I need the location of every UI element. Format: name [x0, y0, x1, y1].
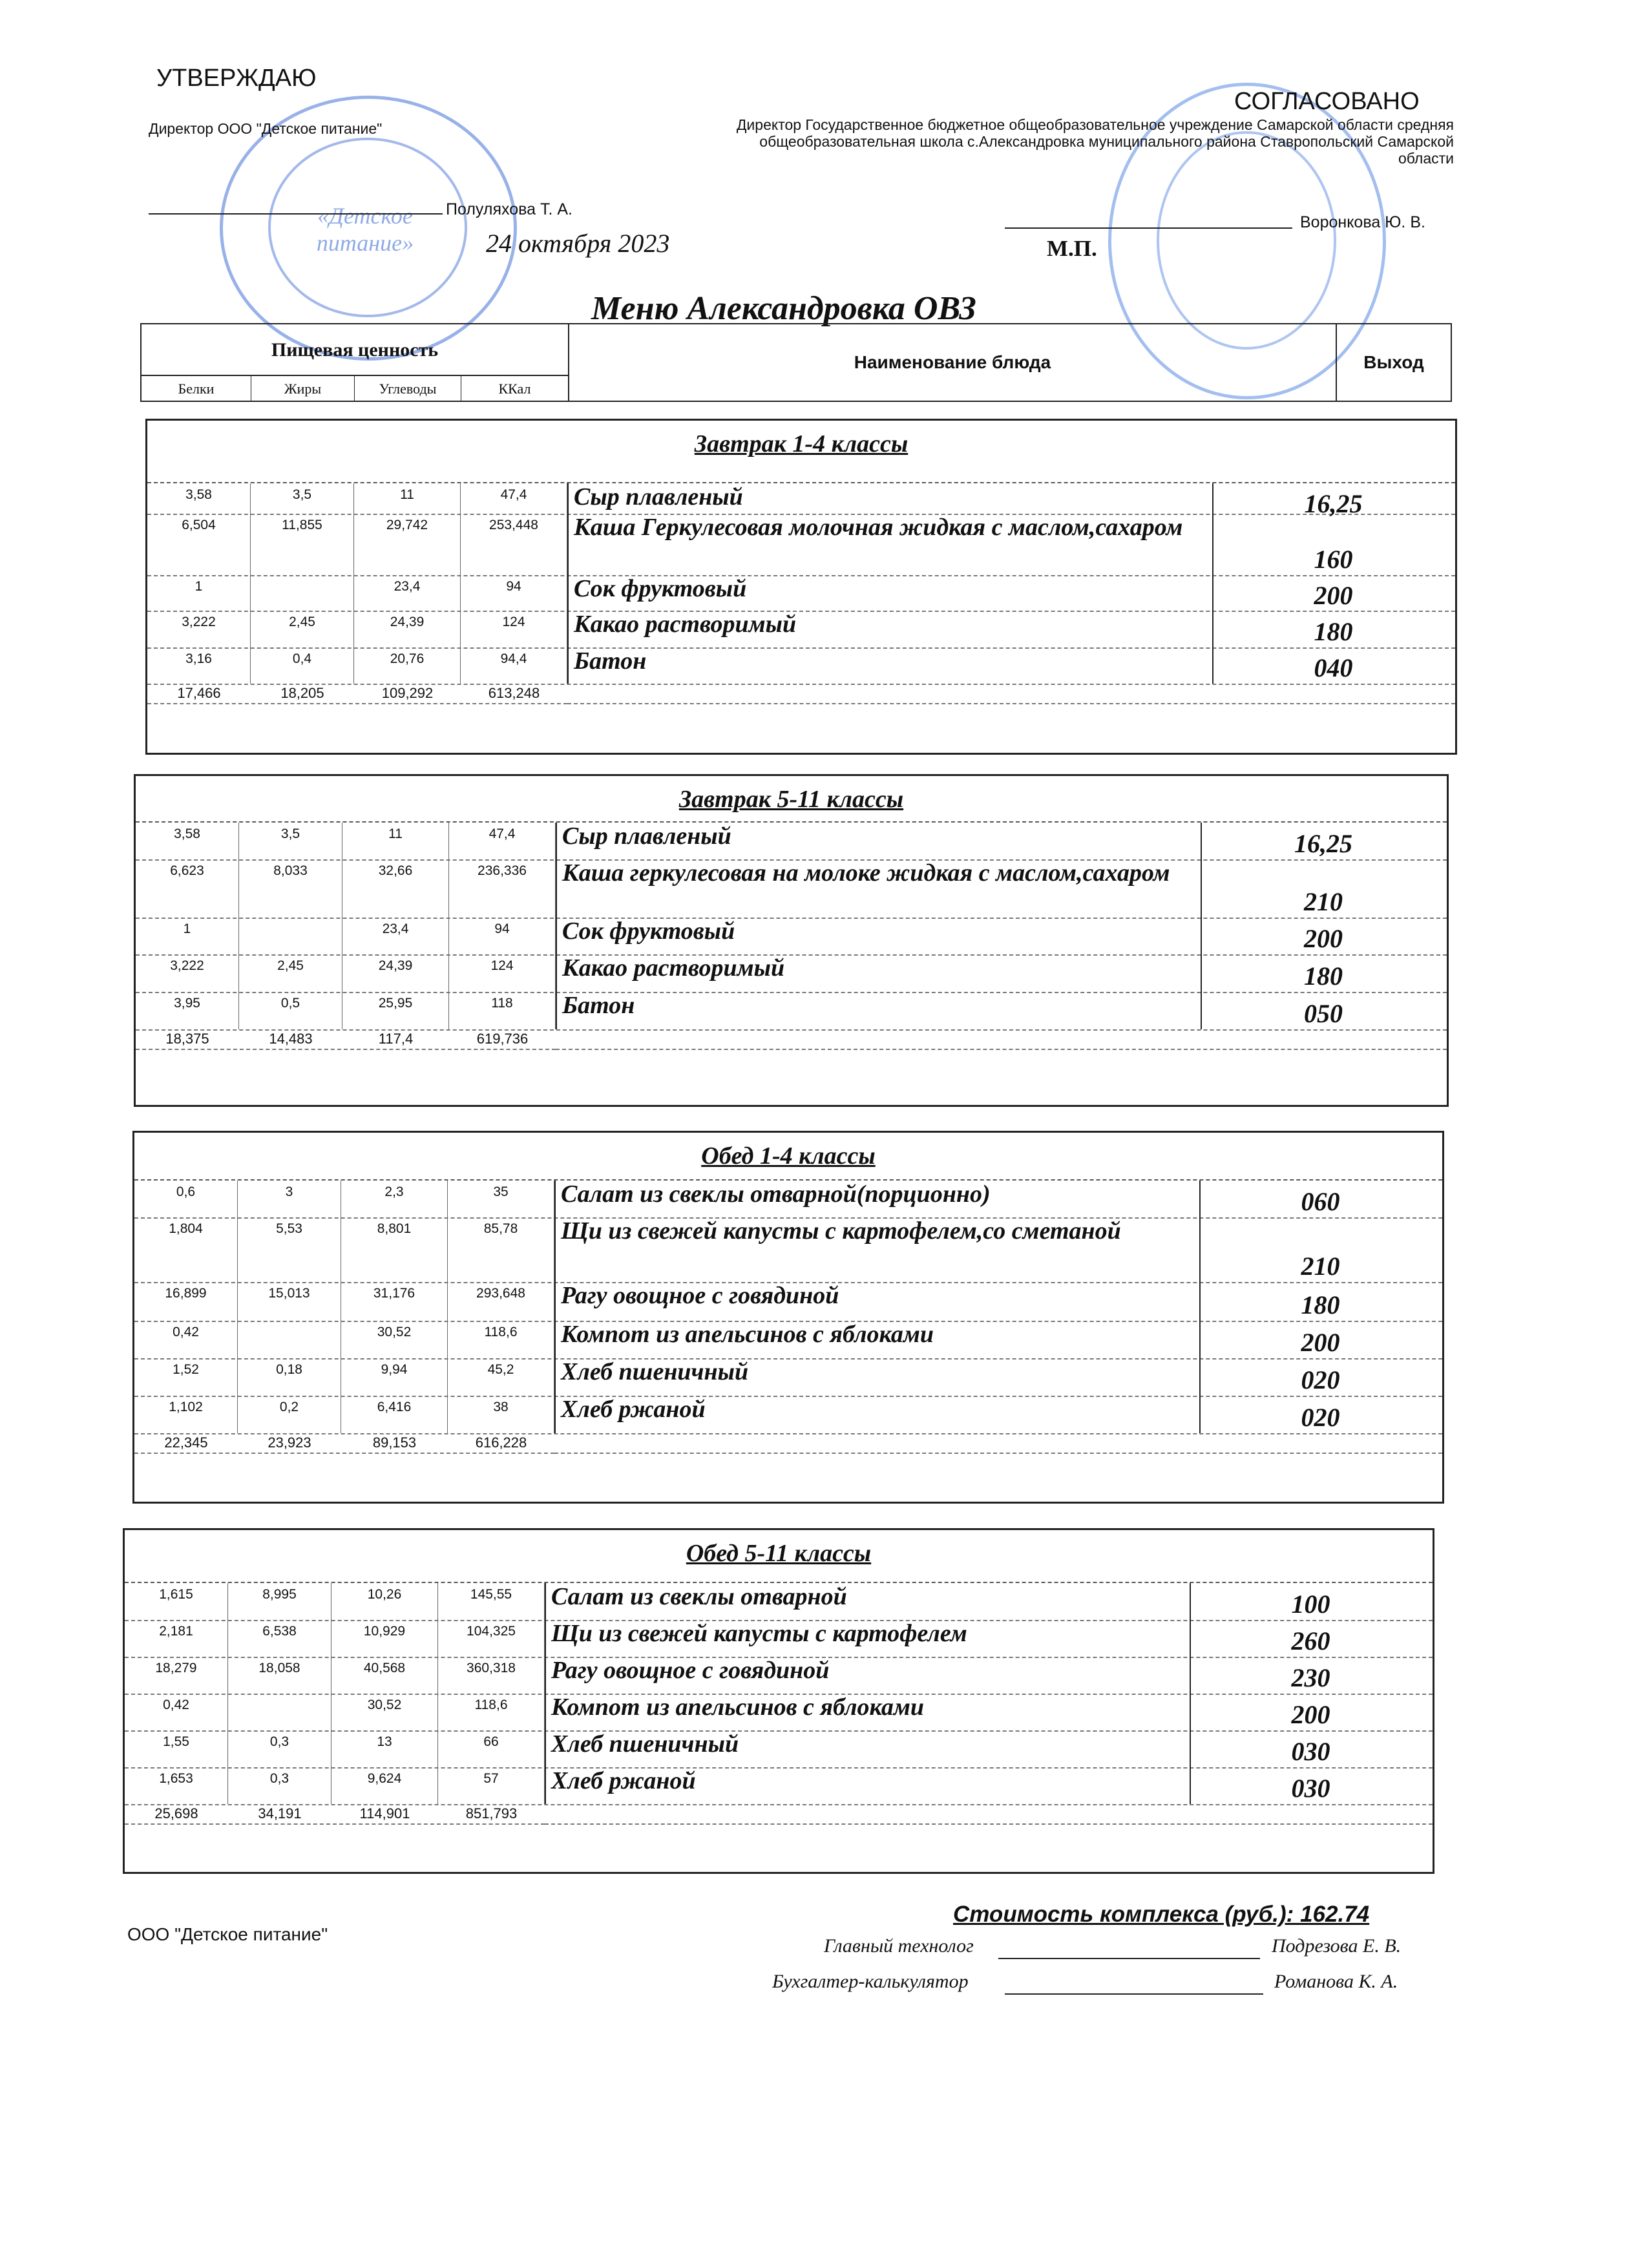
protein-value: 18,279 [125, 1657, 228, 1694]
total-kcal: 851,793 [465, 1805, 518, 1822]
technologist-name: Подрезова Е. В. [1272, 1935, 1402, 1957]
protein-value: 1,102 [134, 1396, 238, 1433]
portion-output: 16,25 [1304, 489, 1363, 518]
protein-value: 3,58 [147, 483, 251, 514]
approve-post: Директор ООО "Детское питание" [149, 120, 383, 137]
col-header-kcal: ККал [461, 376, 569, 402]
carbs-value: 40,568 [331, 1657, 438, 1694]
accountant-label: Бухгалтер-калькулятор [772, 1971, 969, 1992]
carbs-value: 30,52 [331, 1694, 438, 1730]
menu-row [125, 1730, 1433, 1769]
portion-output: 230 [1291, 1663, 1330, 1692]
portion-output: 180 [1304, 961, 1343, 991]
approve-signature-line [149, 213, 443, 215]
section-title: Завтрак 5-11 классы [678, 786, 904, 813]
agreed-signature-line [1005, 227, 1292, 229]
menu-row [134, 1358, 1442, 1397]
protein-value: 16,899 [134, 1282, 238, 1321]
totals-divider [556, 1049, 1447, 1050]
totals-divider [554, 1453, 1442, 1454]
protein-value: 0,42 [125, 1694, 228, 1730]
dish-name: Хлеб пшеничный [545, 1730, 1191, 1767]
fat-value: 0,18 [238, 1358, 341, 1396]
protein-value: 3,222 [147, 611, 251, 647]
portion-output: 200 [1304, 924, 1343, 953]
dish-name: Какао растворимый [567, 611, 1213, 647]
col-header-protein: Белки [142, 376, 251, 402]
stamp-place-label: М.П. [1047, 236, 1097, 261]
carbs-value: 24,39 [354, 611, 461, 647]
total-kcal: 613,248 [488, 685, 540, 701]
fat-value: 0,3 [228, 1730, 331, 1767]
protein-value: 1,804 [134, 1217, 238, 1282]
dish-name: Компот из апельсинов с яблоками [545, 1694, 1191, 1730]
portion-output: 16,25 [1294, 829, 1352, 858]
menu-row [134, 1217, 1442, 1283]
menu-row [136, 859, 1447, 919]
dish-name: Хлеб ржаной [545, 1767, 1191, 1804]
portion-output: 180 [1301, 1290, 1340, 1319]
carbs-value: 24,39 [342, 954, 449, 992]
kcal-value: 360,318 [438, 1657, 545, 1694]
carbs-value: 8,801 [341, 1217, 448, 1282]
totals-divider [125, 1823, 545, 1825]
fat-value [251, 575, 354, 611]
carbs-value: 10,26 [331, 1583, 438, 1620]
carbs-value: 32,66 [342, 859, 449, 918]
menu-row [136, 954, 1447, 993]
accountant-signature-line [1005, 1993, 1263, 1995]
protein-value: 1,52 [134, 1358, 238, 1396]
fat-value: 8,033 [239, 859, 342, 918]
portion-output: 200 [1314, 581, 1353, 610]
dish-name: Рагу овощное с говядиной [545, 1657, 1191, 1694]
protein-value: 1 [147, 575, 251, 611]
dish-name: Рагу овощное с говядиной [554, 1282, 1201, 1321]
portion-output: 200 [1291, 1700, 1330, 1729]
protein-value: 3,58 [136, 823, 239, 859]
menu-row [147, 483, 1455, 518]
kcal-value: 47,4 [449, 823, 556, 859]
organization-name: ООО "Детское питание" [127, 1924, 328, 1944]
dish-name: Салат из свеклы отварной [545, 1583, 1191, 1620]
fat-value: 3,5 [239, 823, 342, 859]
menu-section [134, 774, 1449, 1107]
fat-value: 0,2 [238, 1396, 341, 1433]
total-fat: 23,923 [268, 1434, 311, 1451]
portion-output: 040 [1314, 653, 1353, 682]
menu-row [147, 514, 1455, 576]
menu-row [147, 611, 1455, 649]
fat-value: 15,013 [238, 1282, 341, 1321]
agreed-title: СОГЛАСОВАНО [1234, 88, 1420, 115]
protein-value: 6,504 [147, 514, 251, 575]
portion-output: 160 [1314, 545, 1353, 574]
totals-divider [545, 1823, 1433, 1825]
portion-output: 200 [1301, 1328, 1340, 1357]
kcal-value: 236,336 [449, 859, 556, 918]
protein-value: 1,55 [125, 1730, 228, 1767]
menu-row [125, 1657, 1433, 1695]
menu-row [136, 992, 1447, 1031]
menu-row [125, 1694, 1433, 1732]
fat-value: 0,4 [251, 647, 354, 684]
dish-name: Хлеб пшеничный [554, 1358, 1201, 1396]
portion-output: 210 [1301, 1252, 1340, 1281]
protein-value: 2,181 [125, 1620, 228, 1657]
kcal-value: 118,6 [438, 1694, 545, 1730]
menu-row [125, 1620, 1433, 1658]
fat-value: 2,45 [239, 954, 342, 992]
total-fat: 34,191 [258, 1805, 302, 1822]
dish-name: Компот из апельсинов с яблоками [554, 1321, 1201, 1358]
carbs-value: 9,94 [341, 1358, 448, 1396]
menu-section [123, 1528, 1434, 1874]
totals-divider [567, 703, 1455, 704]
protein-value: 1 [136, 918, 239, 954]
menu-section [132, 1131, 1444, 1504]
fat-value [228, 1694, 331, 1730]
carbs-value: 6,416 [341, 1396, 448, 1433]
total-carbs: 114,901 [359, 1805, 410, 1822]
total-carbs: 109,292 [381, 685, 434, 701]
kcal-value: 47,4 [461, 483, 567, 514]
kcal-value: 124 [461, 611, 567, 647]
total-protein: 25,698 [154, 1805, 198, 1822]
totals-divider [147, 703, 567, 704]
approve-title: УТВЕРЖДАЮ [156, 65, 317, 92]
portion-output: 100 [1291, 1590, 1330, 1619]
carbs-value: 25,95 [342, 992, 449, 1029]
menu-row [125, 1583, 1433, 1621]
section-title: Обед 1-4 классы [701, 1142, 876, 1170]
nutrition-header: Пищевая ценность [142, 324, 569, 376]
kcal-value: 85,78 [448, 1217, 554, 1282]
portion-output: 030 [1291, 1774, 1330, 1803]
kcal-value: 94 [461, 575, 567, 611]
col-header-dish: Наименование блюда [569, 324, 1337, 401]
fat-value [238, 1321, 341, 1358]
fat-value: 3 [238, 1181, 341, 1217]
dish-name: Батон [567, 647, 1213, 684]
kcal-value: 253,448 [461, 514, 567, 575]
cost-label: Стоимость комплекса (руб.): 162.74 [953, 1902, 1370, 1927]
carbs-value: 30,52 [341, 1321, 448, 1358]
menu-row [134, 1282, 1442, 1322]
carbs-value: 23,4 [342, 918, 449, 954]
dish-name: Щи из свежей капусты с картофелем [545, 1620, 1191, 1657]
kcal-value: 35 [448, 1181, 554, 1217]
protein-value: 6,623 [136, 859, 239, 918]
section-title: Завтрак 1-4 классы [694, 430, 909, 457]
totals-divider [136, 1049, 556, 1050]
carbs-value: 29,742 [354, 514, 461, 575]
menu-section [145, 419, 1457, 755]
menu-row [125, 1767, 1433, 1805]
portion-output: 030 [1291, 1737, 1330, 1766]
kcal-value: 38 [448, 1396, 554, 1433]
carbs-value: 20,76 [354, 647, 461, 684]
menu-rows [136, 821, 1447, 1047]
kcal-value: 293,648 [448, 1282, 554, 1321]
fat-value: 2,45 [251, 611, 354, 647]
portion-output: 210 [1304, 887, 1343, 916]
dish-name: Какао растворимый [556, 954, 1202, 992]
menu-row [136, 823, 1447, 861]
portion-output: 020 [1301, 1403, 1340, 1432]
menu-rows [147, 482, 1455, 701]
totals-divider [134, 1453, 554, 1454]
dish-name: Каша Геркулесовая молочная жидкая с маслом,сахаром [567, 514, 1213, 575]
col-header-output: Выход [1363, 352, 1424, 372]
portion-output: 050 [1304, 999, 1343, 1028]
fat-value: 8,995 [228, 1583, 331, 1620]
dish-name: Сок фруктовый [567, 575, 1213, 611]
agreed-name: Воронкова Ю. В. [1300, 213, 1425, 231]
left-stamp-text: «Детское питание» [316, 203, 414, 256]
dish-name: Сыр плавленый [567, 483, 1213, 514]
fat-value: 0,3 [228, 1767, 331, 1804]
protein-value: 3,16 [147, 647, 251, 684]
carbs-value: 11 [342, 823, 449, 859]
approve-date: 24 октября 2023 [486, 229, 670, 258]
menu-row [147, 647, 1455, 685]
total-protein: 18,375 [165, 1031, 209, 1047]
dish-name: Батон [556, 992, 1202, 1029]
carbs-value: 11 [354, 483, 461, 514]
fat-value: 11,855 [251, 514, 354, 575]
dish-name: Сыр плавленый [556, 823, 1202, 859]
protein-value: 1,615 [125, 1583, 228, 1620]
protein-value: 3,95 [136, 992, 239, 1029]
kcal-value: 118 [449, 992, 556, 1029]
kcal-value: 45,2 [448, 1358, 554, 1396]
dish-name: Каша геркулесовая на молоке жидкая с маслом,сахаром [556, 859, 1202, 918]
menu-row [136, 918, 1447, 956]
protein-value: 0,6 [134, 1181, 238, 1217]
portion-output: 060 [1301, 1187, 1340, 1216]
fat-value: 0,5 [239, 992, 342, 1029]
total-kcal: 616,228 [475, 1434, 527, 1451]
menu-rows [125, 1582, 1433, 1822]
total-protein: 17,466 [177, 685, 221, 701]
dish-name: Сок фруктовый [556, 918, 1202, 954]
total-protein: 22,345 [164, 1434, 208, 1451]
kcal-value: 94 [449, 918, 556, 954]
kcal-value: 124 [449, 954, 556, 992]
agreed-post: Директор Государственное бюджетное общеобразовательное учреждение Самарской области средняя общеобразовательная школа с.Александровка муниципального района Ставропольский Самарской области [736, 116, 1454, 167]
total-carbs: 89,153 [372, 1434, 417, 1451]
approve-name: Полуляхова Т. А. [446, 200, 572, 218]
carbs-value: 10,929 [331, 1620, 438, 1657]
menu-row [134, 1321, 1442, 1360]
total-carbs: 117,4 [378, 1031, 414, 1047]
fat-value: 6,538 [228, 1620, 331, 1657]
menu-rows [134, 1179, 1442, 1451]
portion-output: 020 [1301, 1365, 1340, 1394]
fat-value: 3,5 [251, 483, 354, 514]
kcal-value: 118,6 [448, 1321, 554, 1358]
dish-name: Щи из свежей капусты с картофелем,со сметаной [554, 1217, 1201, 1282]
kcal-value: 66 [438, 1730, 545, 1767]
technologist-signature-line [998, 1958, 1260, 1959]
protein-value: 3,222 [136, 954, 239, 992]
dish-name: Хлеб ржаной [554, 1396, 1201, 1433]
protein-value: 1,653 [125, 1767, 228, 1804]
protein-value: 0,42 [134, 1321, 238, 1358]
menu-title: Меню Александровка ОВЗ [591, 290, 976, 327]
col-header-fat: Жиры [251, 376, 355, 402]
kcal-value: 94,4 [461, 647, 567, 684]
menu-row [147, 575, 1455, 612]
menu-row [134, 1396, 1442, 1434]
kcal-value: 57 [438, 1767, 545, 1804]
fat-value: 5,53 [238, 1217, 341, 1282]
carbs-value: 9,624 [331, 1767, 438, 1804]
portion-output: 180 [1314, 617, 1353, 646]
section-title: Обед 5-11 классы [686, 1540, 872, 1567]
total-fat: 18,205 [280, 685, 324, 701]
carbs-value: 31,176 [341, 1282, 448, 1321]
fat-value: 18,058 [228, 1657, 331, 1694]
kcal-value: 145,55 [438, 1583, 545, 1620]
total-kcal: 619,736 [476, 1031, 529, 1047]
accountant-name: Романова К. А. [1274, 1971, 1398, 1992]
technologist-label: Главный технолог [824, 1935, 974, 1957]
kcal-value: 104,325 [438, 1620, 545, 1657]
col-header-carbs: Углеводы [355, 376, 461, 402]
total-fat: 14,483 [269, 1031, 313, 1047]
dish-name: Салат из свеклы отварной(порционно) [554, 1181, 1201, 1217]
portion-output: 260 [1291, 1626, 1330, 1655]
fat-value [239, 918, 342, 954]
carbs-value: 13 [331, 1730, 438, 1767]
carbs-value: 2,3 [341, 1181, 448, 1217]
menu-row [134, 1181, 1442, 1219]
carbs-value: 23,4 [354, 575, 461, 611]
column-header-table [140, 323, 1452, 402]
